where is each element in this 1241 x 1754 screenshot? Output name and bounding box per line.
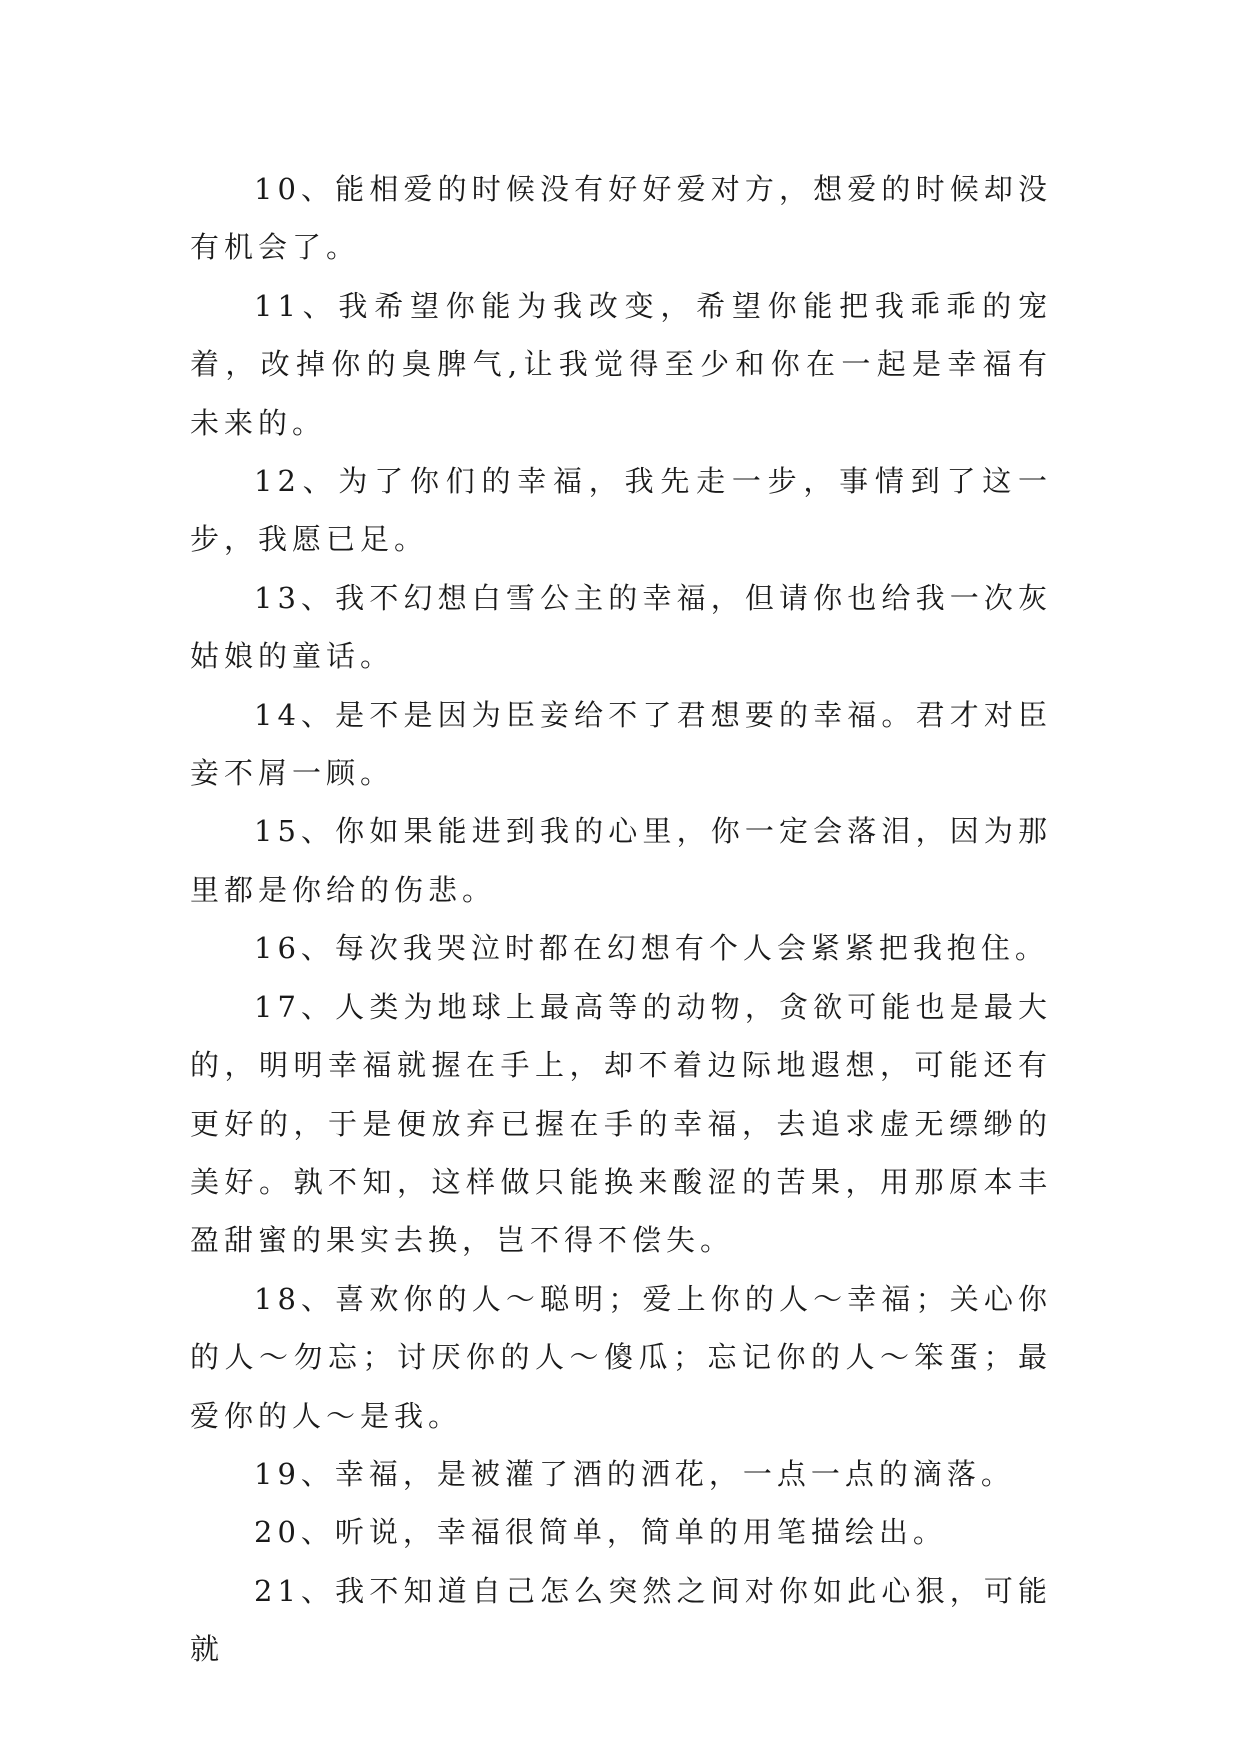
- paragraph-19: 19、幸福，是被灌了酒的洒花，一点一点的滴落。: [254, 1456, 1015, 1491]
- paragraph-21: 21、我不知道自己怎么突然之间对你如此心狠，可能就: [190, 1573, 1052, 1667]
- paragraph-16: 16、每次我哭泣时都在幻想有个人会紧紧把我抱住。: [254, 931, 1049, 966]
- paragraph-20: 20、听说，幸福很简单，简单的用笔描绘出。: [254, 1515, 947, 1550]
- paragraph-11: 11、我希望你能为我改变，希望你能把我乖乖的宠着，改掉你的臭脾气,让我觉得至少和你在一起是幸福有未来的。: [190, 288, 1052, 440]
- paragraph-15: 15、你如果能进到我的心里，你一定会落泪，因为那里都是你给的伤悲。: [190, 814, 1052, 907]
- paragraph-18: 18、喜欢你的人～聪明；爱上你的人～幸福；关心你的人～勿忘；讨厌你的人～傻瓜；忘记你的人～笨蛋；最爱你的人～是我。: [190, 1281, 1052, 1433]
- paragraph-10: 10、能相爱的时候没有好好爱对方，想爱的时候却没有机会了。: [190, 172, 1052, 265]
- paragraph-14: 14、是不是因为臣妾给不了君想要的幸福。君才对臣妾不屑一顾。: [190, 697, 1052, 791]
- paragraph-17: 17、人类为地球上最高等的动物，贪欲可能也是最大的，明明幸福就握在手上，却不着边际地遐想，可能还有更好的，于是便放弃已握在手的幸福，去追求虚无缥缈的美好。孰不知，这样做只能换来酸涩的苦果，用那原本丰盈甜蜜的果实去换，岂不得不偿失。: [190, 989, 1052, 1258]
- document-body: [190, 160, 1052, 1679]
- paragraph-13: 13、我不幻想白雪公主的幸福，但请你也给我一次灰姑娘的童话。: [190, 580, 1052, 674]
- paragraph-12: 12、为了你们的幸福，我先走一步，事情到了这一步，我愿已足。: [190, 464, 1052, 557]
